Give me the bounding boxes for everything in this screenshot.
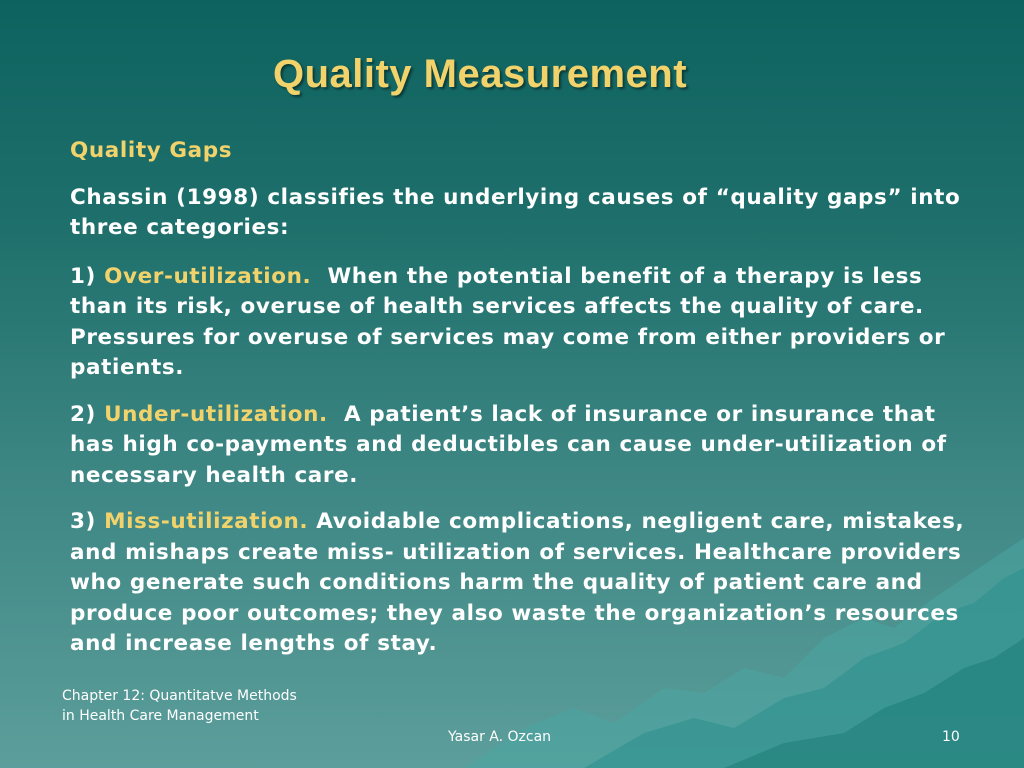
item-term: Under-utilization. <box>104 401 328 427</box>
item-text: When the potential benefit of a therapy is less than its risk, overuse of health services affects the quality of care. Pressures for overuse of services may come from either providers or patients. <box>70 263 946 380</box>
item-term: Over-utilization. <box>104 263 312 289</box>
slide-body <box>70 136 970 676</box>
footer-page-number: 10 <box>942 729 960 745</box>
footer-author: Yasar A. Ozcan <box>448 729 552 745</box>
section-subtitle: Quality Gaps <box>70 138 233 163</box>
item-text: A patient’s lack of insurance or insurance that has high co-payments and deductibles can cause under-utilization of necessary health care. <box>70 401 947 488</box>
footer-course: Chapter 12: Quantitatve Methods in Health Care Management <box>62 688 297 724</box>
item-text: Avoidable complications, negligent care, mistakes, and mishaps create miss- utilization of services. Healthcare providers who generate such conditions harm the quality of patient care and produce poor outcomes; they also waste the organization’s resources and increase lengths of stay. <box>70 509 965 656</box>
list-item <box>70 507 970 660</box>
item-number: 2) <box>70 401 96 427</box>
item-term: Miss-utilization. <box>104 509 309 534</box>
item-number: 1) <box>70 263 96 289</box>
list-item <box>70 262 970 384</box>
slide-title: Quality Measurement <box>272 52 688 96</box>
list-item <box>70 400 970 492</box>
intro-paragraph: Chassin (1998) classifies the underlying causes of “quality gaps” into three categories: <box>70 184 961 240</box>
item-number: 3) <box>70 509 96 534</box>
